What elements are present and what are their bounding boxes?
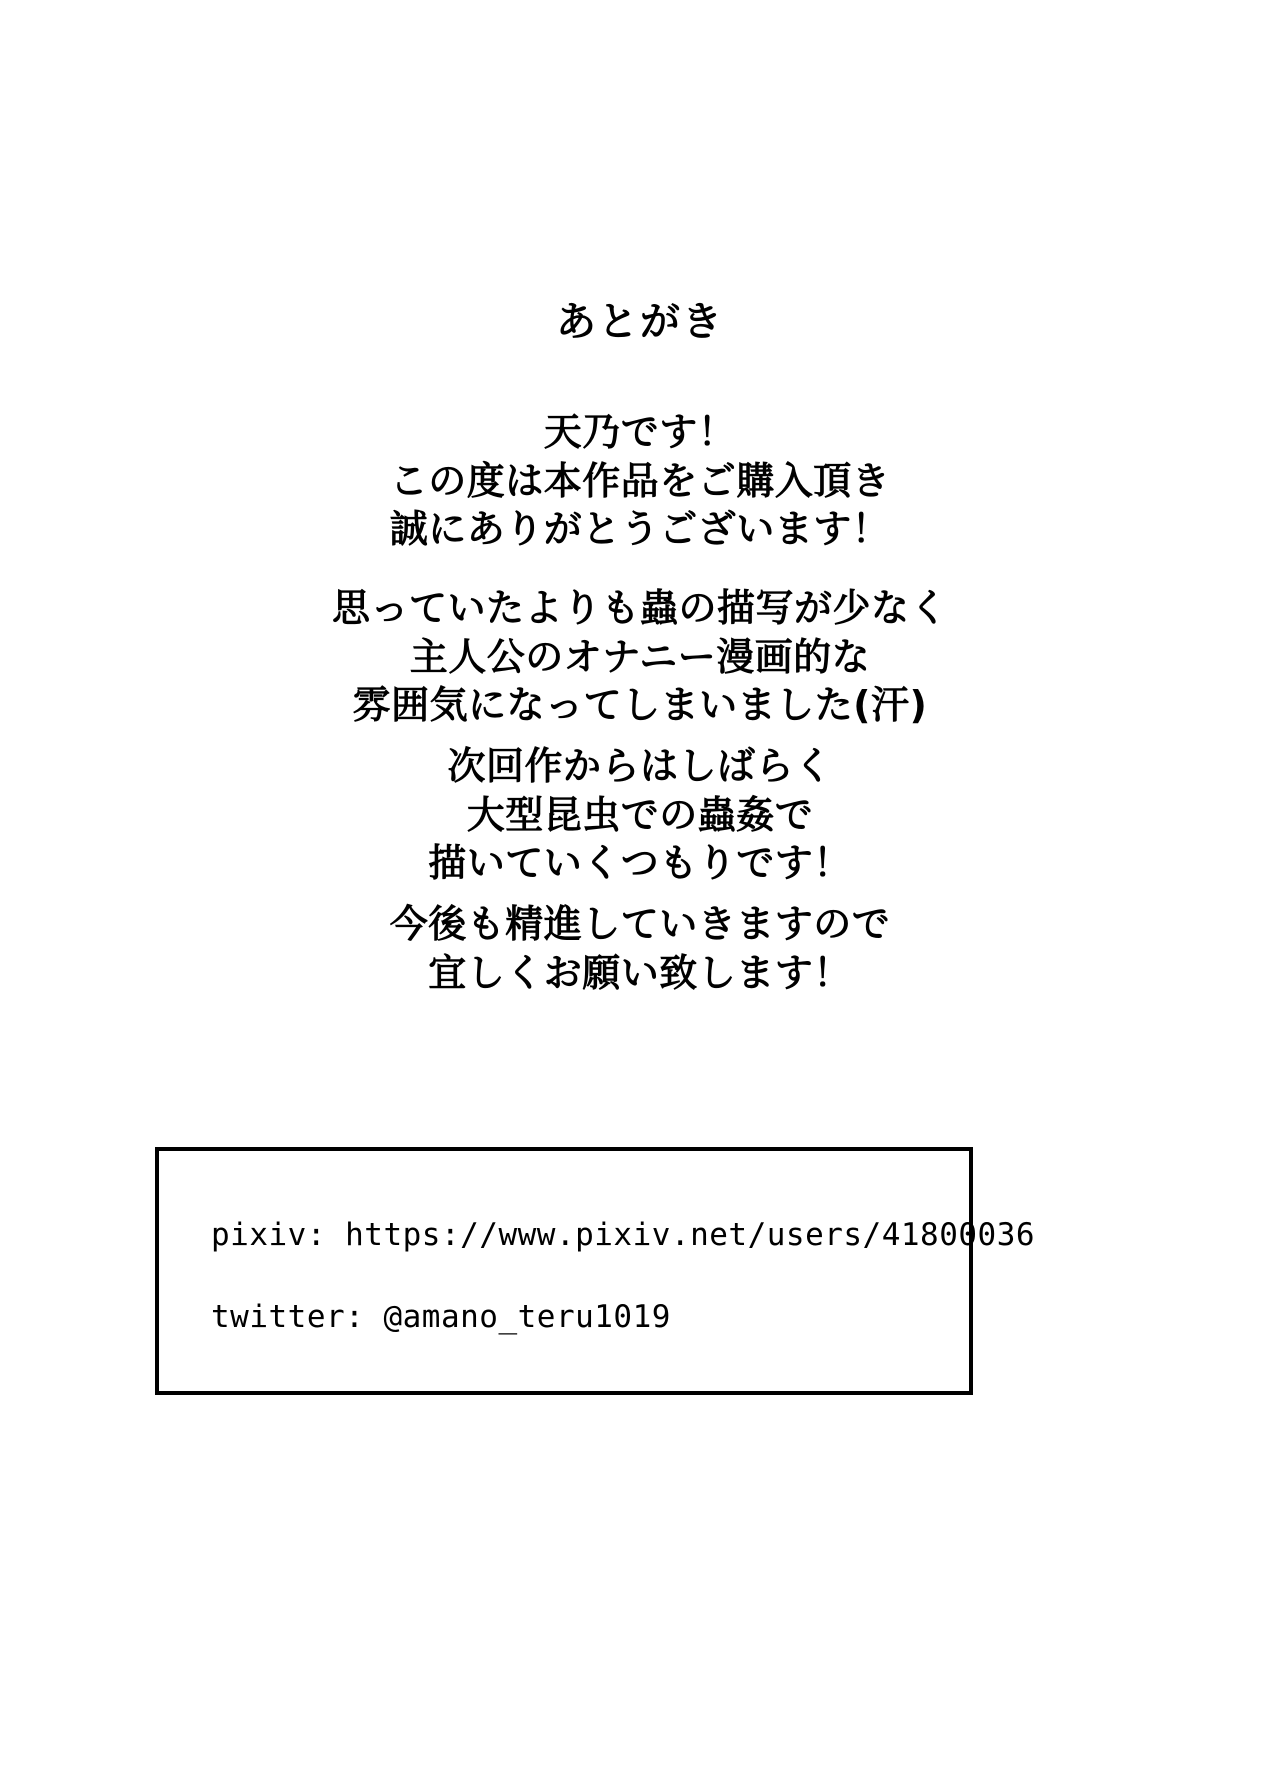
paragraph-line: 誠にありがとうございます！ bbox=[389, 507, 891, 552]
twitter-link[interactable]: twitter: @amano_teru1019 bbox=[211, 1299, 671, 1335]
paragraph-line: 宜しくお願い致します！ bbox=[428, 950, 852, 995]
afterword-paragraph-2 bbox=[0, 584, 1280, 730]
contact-links-box bbox=[155, 1147, 1036, 1395]
paragraph-line: 描いていくつもりです！ bbox=[428, 841, 852, 886]
paragraph-line: 次回作からはしばらく bbox=[447, 744, 833, 788]
paragraph-line: 思っていたよりも蟲の描写が少なく bbox=[331, 586, 948, 630]
afterword-paragraph-3 bbox=[0, 742, 1280, 888]
paragraph-line: 大型昆虫での蟲姦で bbox=[466, 792, 814, 837]
afterword-paragraph-1 bbox=[0, 408, 1280, 554]
paragraph-line: 天乃です！ bbox=[543, 410, 737, 454]
pixiv-link[interactable]: pixiv: https://www.pixiv.net/users/41800036 bbox=[211, 1217, 1036, 1253]
afterword-paragraph-4 bbox=[0, 900, 1280, 997]
paragraph-line: 主人公のオナニー漫画的な bbox=[409, 634, 871, 679]
paragraph-line: 雰囲気になってしまいました(汗) bbox=[352, 683, 928, 728]
page-title: あとがき bbox=[556, 299, 724, 345]
paragraph-line: 今後も精進していきますので bbox=[389, 902, 891, 946]
paragraph-line: この度は本作品をご購入頂き bbox=[389, 458, 891, 503]
